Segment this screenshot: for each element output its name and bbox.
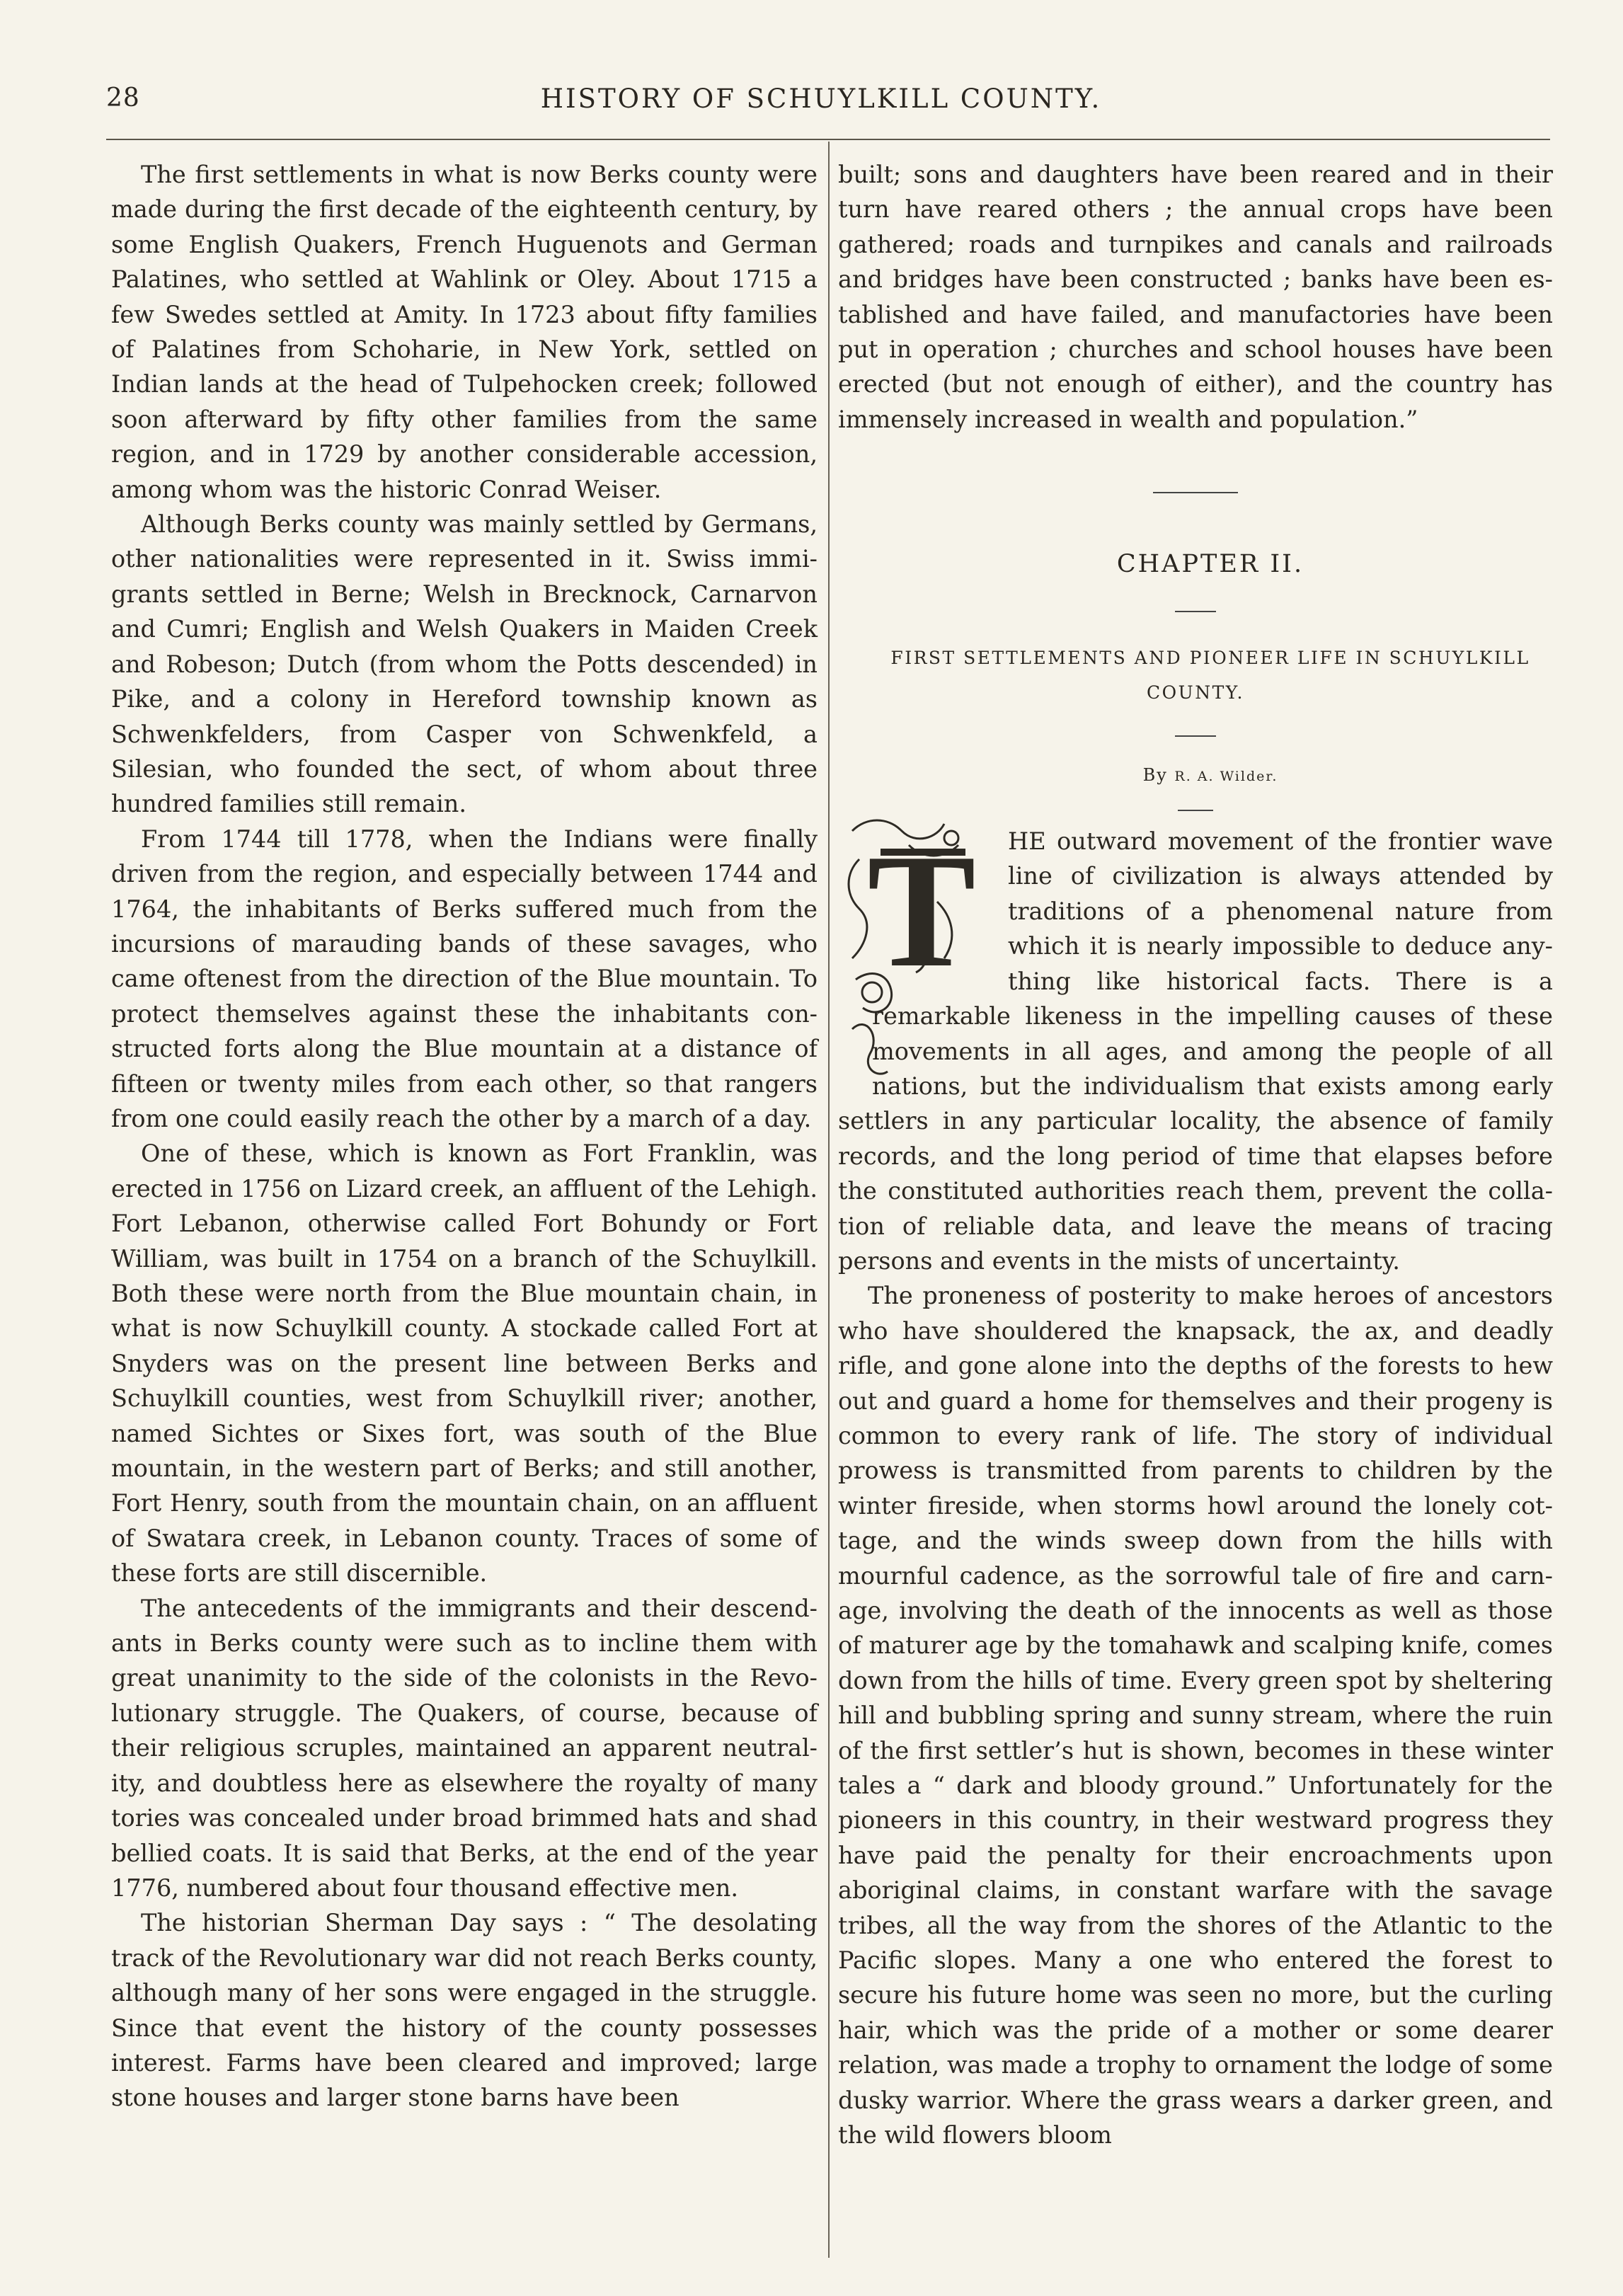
page-header: [106, 84, 1536, 133]
paragraph: One of these, which is known as Fort Franklin, was erected in 1756 on Lizard creek, an affluent of the Lehigh. Fort Lebanon, otherwise called Fort Bohundy or Fort William, was built in 1754 on a branch of the Schuylkill. Both these were north from the Blue mountain chain, in what is now Schuylkill county. A stockade called Fort at Snyders was on the present line between Berks and Schuylkill counties, west from Schuylkill river; another, named Sichtes or Sixes fort, was south of the Blue mountain, in the western part of Berks; and still another, Fort Henry, south from the mountain chain, on an affluent of Swatara creek, in Lebanon county. Traces of some of these forts are still discernible.: [111, 1140, 818, 1588]
paragraph: The proneness of posterity to make heroes of ancestors who have shouldered the knapsack, the ax, and deadly rifle, and gone alone into the depths of the forests to hew out and guard a home for themselves and their progeny is common to every rank of life. The story of individual prowess is transmitted from parents to children by the winter fireside, when storms howl around the lonely cottage, and the winds sweep down from the hills with mournful cadence, as the sorrowful tale of fire and carnage, involving the death of the innocents as well as those of maturer age by the tomahawk and scalping knife, comes down from the hills of time. Every green spot by sheltering hill and bubbling spring and sunny stream, where the ruin of the first settler’s hut is shown, becomes in these winter tales a “ dark and bloody ground.” Unfortunately for the pioneers in this country, in their westward progress they have paid the penalty for their encroachments upon aboriginal claims, in constant warfare with the savage tribes, all the way from the shores of the Atlantic to the Pacific slopes. Many a one who entered the forest to secure his future home was seen no more, but the curling hair, which was the pride of a mother or some dearer relation, was made a trophy to ornament the lodge of some dusky warrior. Where the grass wears a darker green, and the wild flowers bloom: [838, 1282, 1553, 2149]
paragraph-continuation: built; sons and daughters have been reared and in their turn have reared others ; the annual crops have been gathered; roads and turnpikes and canals and railroads and bridges have been constructed ; banks have been established and have failed, and manufactories have been put in operation ; churches and school houses have been erected (but not enough of either), and the country has immensely increased in wealth and population.”: [838, 161, 1553, 433]
header-rule: [106, 139, 1550, 140]
paragraph: The first settlements in what is now Berks county were made during the first decade of the eighteenth century, by some English Quakers, French Huguenots and German Palatines, who settled at Wahlink or Oley. About 1715 a few Swedes settled at Amity. In 1723 about fifty families of Palatines from Schoharie, in New York, settled on Indian lands at the head of Tulpehocken creek; followed soon afterward by fifty other families from the same region, and in 1729 by another considerable accession, among whom was the historic Conrad Weiser.: [111, 161, 818, 503]
paragraph: The antecedents of the immigrants and their descendants in Berks county were such as to incline them with great unanimity to the side of the colonists in the Revolutionary struggle. The Quakers, of course, because of their religious scruples, maintained an apparent neutrality, and doubtless here as elsewhere the royalty of many tories was concealed under broad brimmed hats and shad bellied coats. It is said that Berks, at the end of the year 1776, numbered about four thousand effective men.: [111, 1594, 818, 1902]
paragraph: From 1744 till 1778, when the Indians were finally driven from the region, and especially between 1744 and 1764, the inhabitants of Berks suffered much from the incursions of marauding bands of these savages, who came oftenest from the direction of the Blue mountain. To protect themselves against these the inhabitants constructed forts along the Blue mountain at a distance of fifteen or twenty miles from each other, so that rangers from one could easily reach the other by a march of a day.: [111, 825, 818, 1132]
byline-prefix: By: [1142, 764, 1168, 785]
page-number: 28: [106, 84, 140, 113]
drop-cap-letter: T: [867, 820, 976, 1001]
chapter-title: FIRST SETTLEMENTS AND PIONEER LIFE IN SCHUYLKILL COUNTY.: [890, 647, 1530, 703]
byline: [838, 758, 1553, 794]
chapter-number: CHAPTER II.: [1116, 550, 1304, 579]
byline-author: R. A. Wilder.: [1174, 768, 1278, 784]
right-column: [838, 157, 1553, 2153]
chapter-opening: [838, 820, 1553, 1278]
first-paragraph: HE outward movement of the frontier wave line of civilization is always attended by traditions of a phenomenal nature from which it is nearly impossible to deduce anything like historical facts. There is a remarkable likeness in the impelling causes of these movements in all ages, and among the people of all nations, but the individualism that exists among early settlers in any particular locality, the absence of family records, and the long period of time that elapses before the constituted authorities reach them, prevent the collation of reliable data, and leave the means of tracing persons and events in the mists of uncertainty.: [838, 827, 1553, 1275]
running-title: HISTORY OF SCHUYLKILL COUNTY.: [540, 84, 1102, 114]
paragraph: The historian Sherman Day says : “ The desolating track of the Revolutionary war did not reach Berks county, although many of her sons were engaged in the struggle. Since that event the history of the county possesses interest. Farms have been cleared and improved; large stone houses and larger stone barns have been: [111, 1909, 818, 2112]
paragraph: Although Berks county was mainly settled by Germans, other nationalities were represented in it. Swiss immigrants settled in Berne; Welsh in Brecknock, Carnarvon and Cumri; English and Welsh Quakers in Maiden Creek and Robeson; Dutch (from whom the Potts descended) in Pike, and a colony in Hereford township known as Schwenkfelders, from Casper von Schwenkfeld, a Silesian, who founded the sect, of whom about three hundred families still remain.: [111, 510, 818, 818]
column-divider: [828, 142, 830, 2258]
left-column: [111, 157, 818, 2116]
